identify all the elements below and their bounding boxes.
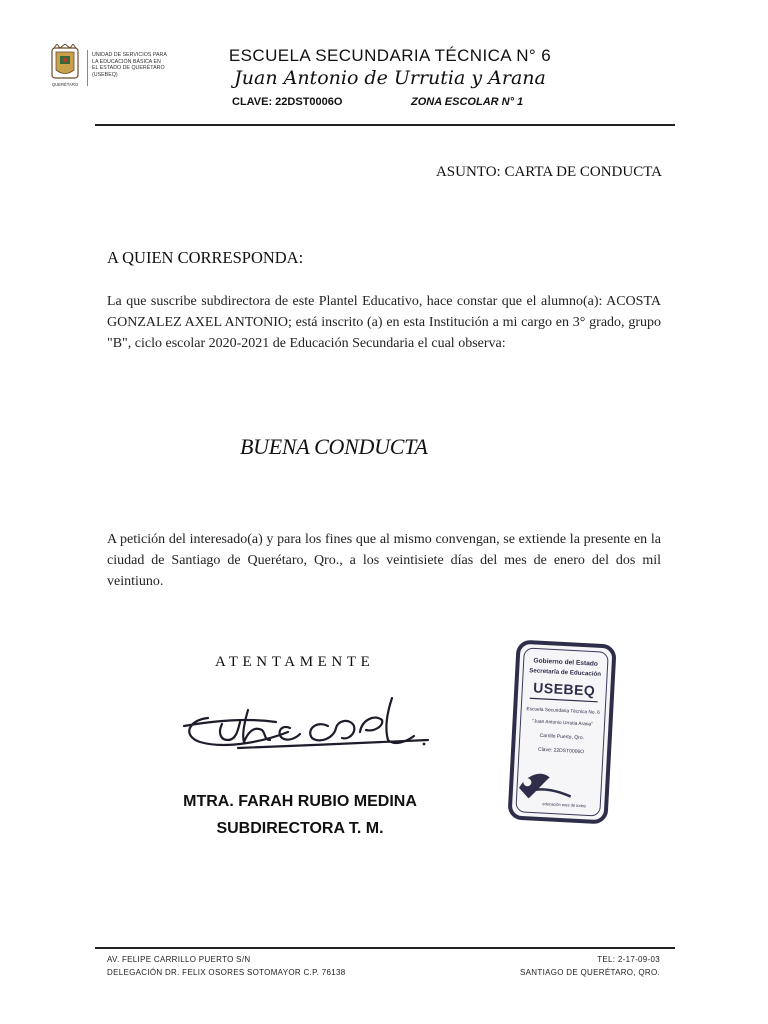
footer-address-line-2: DELEGACIÓN DR. FELIX OSORES SOTOMAYOR C.P. 76138 [107, 968, 346, 977]
footer-divider [95, 947, 675, 949]
svg-text:Escuela Secundaria Técnica No.: Escuela Secundaria Técnica No. 6 [526, 707, 600, 716]
letter-salutation: A QUIEN CORRESPONDA: [107, 248, 304, 267]
school-subname: Juan Antonio de Urrutia y Arana [234, 67, 546, 89]
svg-text:"Juan Antonio Urrutia Arana": "Juan Antonio Urrutia Arana" [532, 719, 593, 728]
handwritten-signature [178, 680, 438, 760]
letter-paragraph-1: La que suscribe subdirectora de este Plantel Educativo, hace constar que el alumno(a): ACOSTA GONZALEZ AXEL ANTONIO; está inscrito (a) en esta Institución a mi cargo en 3° grado, grupo "B", ciclo escolar 2020-2021 de Educación Secundaria el cual observa: [107, 294, 661, 351]
signer-title: SUBDIRECTORA T. M. [216, 820, 384, 837]
header-divider [95, 124, 675, 126]
state-seal-logo [46, 44, 84, 90]
svg-text:USEBEQ: USEBEQ [532, 679, 596, 699]
official-stamp [508, 638, 616, 828]
usebeq-unit-text: UNIDAD DE SERVICIOS PARA LA EDUCACIÓN BÁSICA EN EL ESTADO DE QUERÉTARO (USEBEQ) [92, 52, 167, 78]
footer-address-line-1: AV. FELIPE CARRILLO PUERTO S/N [107, 955, 251, 964]
footer-city: SANTIAGO DE QUERÉTARO, QRO. [520, 968, 660, 977]
closing-text: ATENTAMENTE [215, 654, 375, 670]
letter-subject: ASUNTO: CARTA DE CONDUCTA [435, 164, 662, 180]
logo-caption: QUERÉTARO [51, 82, 79, 87]
footer-phone: TEL: 2-17-09-03 [597, 955, 660, 964]
svg-text:Clave: 22DST0006O: Clave: 22DST0006O [537, 746, 585, 756]
school-clave: CLAVE: 22DST0006O [232, 96, 343, 108]
logo-divider [87, 50, 88, 86]
svg-text:Carrillo Puerto, Qro.: Carrillo Puerto, Qro. [539, 732, 585, 742]
conduct-rating: BUENA CONDUCTA [240, 434, 428, 459]
signer-name: MTRA. FARAH RUBIO MEDINA [183, 793, 417, 810]
letter-paragraph-2: A petición del interesado(a) y para los fines que al mismo convengan, se extiende la presente en la ciudad de Santiago de Querétaro, Qro., a los veintisiete días del mes de enero del dos mil veintiuno. [107, 532, 661, 589]
svg-text:Gobierno del Estado: Gobierno del Estado [533, 657, 599, 668]
school-zone: ZONA ESCOLAR N° 1 [411, 96, 524, 108]
svg-text:Secretaría de Educación: Secretaría de Educación [529, 667, 602, 678]
school-name: ESCUELA SECUNDARIA TÉCNICA N° 6 [228, 46, 552, 65]
svg-text:educación eres de todos: educación eres de todos [542, 801, 587, 809]
